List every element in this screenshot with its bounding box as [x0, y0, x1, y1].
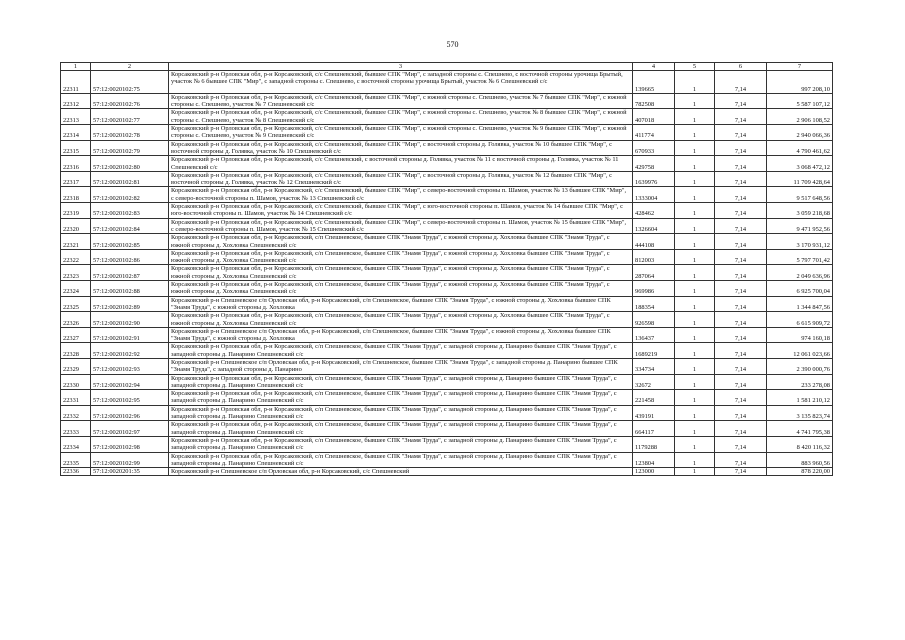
row-number-cell: 22327: [61, 327, 91, 343]
area-cell: 407018: [633, 109, 675, 125]
cadastral-number-cell: 57:12:0020102:76: [91, 93, 169, 109]
table-row: [61, 93, 833, 109]
area-cell: 444108: [633, 234, 675, 250]
area-cell: 287064: [633, 265, 675, 281]
table-row: [61, 171, 833, 187]
column-6-cell: 7,14: [715, 203, 767, 219]
row-number-cell: 22320: [61, 218, 91, 234]
area-cell: 439191: [633, 405, 675, 421]
area-cell: 782508: [633, 93, 675, 109]
col-header-4: 4: [633, 63, 675, 71]
area-cell: 334734: [633, 358, 675, 374]
area-cell: 123804: [633, 452, 675, 468]
table-row: [61, 296, 833, 312]
cadastral-number-cell: 57:12:0020102:94: [91, 374, 169, 390]
column-5-cell: 1: [675, 327, 715, 343]
header-row: [61, 63, 833, 71]
area-cell: 32672: [633, 374, 675, 390]
column-6-cell: 7,14: [715, 281, 767, 297]
col-header-1: 1: [61, 63, 91, 71]
column-6-cell: 7,14: [715, 187, 767, 203]
table-row: [61, 234, 833, 250]
column-5-cell: 1: [675, 390, 715, 406]
column-5-cell: 1: [675, 281, 715, 297]
value-cell: 233 278,08: [767, 374, 833, 390]
cadastral-number-cell: 57:12:0020102:78: [91, 125, 169, 141]
column-6-cell: 7,14: [715, 421, 767, 437]
row-number-cell: 22332: [61, 405, 91, 421]
value-cell: 11 709 428,64: [767, 171, 833, 187]
area-cell: 1689219: [633, 343, 675, 359]
row-number-cell: 22328: [61, 343, 91, 359]
table-row: [61, 405, 833, 421]
column-5-cell: 1: [675, 171, 715, 187]
column-6-cell: 7,14: [715, 140, 767, 156]
cadastral-number-cell: 57:12:0020102:92: [91, 343, 169, 359]
cadastral-number-cell: 57:12:0020102:91: [91, 327, 169, 343]
row-number-cell: 22334: [61, 436, 91, 452]
plot-description-cell: Корсаковский р-н Спешневское с/п Орловская обл, р-н Корсаковский, с/п Спешневское, бывшее СПК "Знамя Труда", с южной стороны д. Хохловка бывшее СПК "Знамя Труда", с южной стороны д. Хохловка: [169, 327, 633, 343]
plot-description-cell: Корсаковский р-н Спешневское с/п Орловская обл, р-н Корсаковский, с/с Спешневский: [169, 468, 633, 476]
cadastral-number-cell: 57:12:0020102:84: [91, 218, 169, 234]
plot-description-cell: Корсаковский р-н Орловская обл, р-н Корсаковский, с/с Спешневский, бывшее СПК "Мир", с северо-восточной стороны п. Шамов, участок № 13 бывшее СПК "Мир", с северо-восточной стороны п. Шамов, участок № 13 Спешневский с/с: [169, 187, 633, 203]
column-5-cell: 1: [675, 265, 715, 281]
value-cell: 9 517 648,56: [767, 187, 833, 203]
col-header-7: 7: [767, 63, 833, 71]
value-cell: 2 940 066,36: [767, 125, 833, 141]
plot-description-cell: Корсаковский р-н Орловская обл, р-н Корсаковский, с/с Спешневский, бывшее СПК "Мир", с западной стороны с. Спешнево, с восточной стороны урочища Брытый, участок № 6 бывшее СПК "Мир", с западной стороны с. Спешнево, с восточной стороны урочища Брытый, участок № 6 Спешневский с/с: [169, 71, 633, 94]
column-6-cell: 7,14: [715, 452, 767, 468]
cadastral-number-cell: 57:12:0020102:75: [91, 71, 169, 94]
plot-description-cell: Корсаковский р-н Орловская обл, р-н Корсаковский, с/с Спешневский, бывшее СПК "Мир", с южной стороны с. Спешнево, участок № 8 бывшее СПК "Мир", с южной стороны с. Спешнево, участок № 8 Спешневский с/с: [169, 109, 633, 125]
plot-description-cell: Корсаковский р-н Орловская обл, р-н Корсаковский, с/п Спешневское, бывшее СПК "Знамя Труда", с западной стороны д. Панарино бывшее СПК "Знамя Труда", с западной стороны д. Панарино Спешневский с/с: [169, 421, 633, 437]
cadastral-number-cell: 57:12:0020102:89: [91, 296, 169, 312]
cadastral-number-cell: 57:12:0020102:99: [91, 452, 169, 468]
cadastral-number-cell: 57:12:0020102:82: [91, 187, 169, 203]
value-cell: 2 390 000,76: [767, 358, 833, 374]
value-cell: 1 581 210,12: [767, 390, 833, 406]
plot-description-cell: Корсаковский р-н Орловская обл, р-н Корсаковский, с/п Спешневское, бывшее СПК "Знамя Труда", с западной стороны д. Панарино бывшее СПК "Знамя Труда", с западной стороны д. Панарино Спешневский с/с: [169, 405, 633, 421]
area-cell: 969986: [633, 281, 675, 297]
value-cell: 997 208,10: [767, 71, 833, 94]
column-6-cell: 7,14: [715, 296, 767, 312]
row-number-cell: 22326: [61, 312, 91, 328]
row-number-cell: 22331: [61, 390, 91, 406]
value-cell: 6 615 909,72: [767, 312, 833, 328]
table-row: [61, 281, 833, 297]
plot-description-cell: Корсаковский р-н Орловская обл, р-н Корсаковский, с/п Спешневское, бывшее СПК "Знамя Труда", с южной стороны д. Хохловка бывшее СПК "Знамя Труда", с южной стороны д. Хохловка Спешневский с/с: [169, 281, 633, 297]
area-cell: 812003: [633, 249, 675, 265]
cadastral-number-cell: 57:12:0020102:93: [91, 358, 169, 374]
column-5-cell: 1: [675, 436, 715, 452]
table-row: [61, 125, 833, 141]
column-5-cell: 1: [675, 140, 715, 156]
table-row: [61, 156, 833, 172]
column-6-cell: 7,14: [715, 436, 767, 452]
cadastral-number-cell: 57:12:0020102:77: [91, 109, 169, 125]
value-cell: 3 059 218,68: [767, 203, 833, 219]
table-row: [61, 436, 833, 452]
value-cell: 878 220,00: [767, 468, 833, 476]
column-6-cell: 7,14: [715, 468, 767, 476]
area-cell: 1179288: [633, 436, 675, 452]
row-number-cell: 22317: [61, 171, 91, 187]
column-5-cell: 1: [675, 249, 715, 265]
column-6-cell: 7,14: [715, 93, 767, 109]
value-cell: 2 906 108,52: [767, 109, 833, 125]
plot-description-cell: Корсаковский р-н Орловская обл, р-н Корсаковский, с/с Спешневский, бывшее СПК "Мир", с северо-восточной стороны п. Шамов, участок № 15 бывшее СПК "Мир", с северо-восточной стороны п. Шамов, участок № 15 Спешневский с/с: [169, 218, 633, 234]
table-row: [61, 265, 833, 281]
table-row: [61, 327, 833, 343]
column-5-cell: 1: [675, 156, 715, 172]
table-row: [61, 421, 833, 437]
area-cell: 664117: [633, 421, 675, 437]
value-cell: 1 344 847,56: [767, 296, 833, 312]
cadastral-number-cell: 57:12:0020102:87: [91, 265, 169, 281]
row-number-cell: 22336: [61, 468, 91, 476]
area-cell: 188354: [633, 296, 675, 312]
row-number-cell: 22314: [61, 125, 91, 141]
plot-description-cell: Корсаковский р-н Орловская обл, р-н Корсаковский, с/с Спешневский, бывшее СПК "Мир", с юго-восточной стороны п. Шамов, участок № 14 бывшее СПК "Мир", с юго-восточной стороны п. Шамов, участок № 14 Спешневский с/с: [169, 203, 633, 219]
table-row: [61, 390, 833, 406]
plot-description-cell: Корсаковский р-н Орловская обл, р-н Корсаковский, с/с Спешневский, бывшее СПК "Мир", с южной стороны с. Спешнево, участок № 7 бывшее СПК "Мир", с южной стороны с. Спешнево, участок № 7 Спешневский с/с: [169, 93, 633, 109]
area-cell: 926598: [633, 312, 675, 328]
plot-description-cell: Корсаковский р-н Орловская обл, р-н Корсаковский, с/п Спешневское, бывшее СПК "Знамя Труда", с западной стороны д. Панарино бывшее СПК "Знамя Труда", с западной стороны д. Панарино Спешневский с/с: [169, 343, 633, 359]
row-number-cell: 22319: [61, 203, 91, 219]
page-number: 570: [446, 40, 459, 49]
cadastral-number-cell: 57:12:0020102:98: [91, 436, 169, 452]
area-cell: 429758: [633, 156, 675, 172]
row-number-cell: 22312: [61, 93, 91, 109]
cadastral-number-cell: 57:12:0020102:88: [91, 281, 169, 297]
column-5-cell: 1: [675, 358, 715, 374]
table-row: [61, 109, 833, 125]
cadastral-number-cell: 57:12:0020102:97: [91, 421, 169, 437]
column-5-cell: 1: [675, 125, 715, 141]
row-number-cell: 22324: [61, 281, 91, 297]
column-6-cell: 7,14: [715, 234, 767, 250]
column-5-cell: 1: [675, 468, 715, 476]
value-cell: 883 960,56: [767, 452, 833, 468]
column-5-cell: 1: [675, 312, 715, 328]
column-6-cell: 7,14: [715, 390, 767, 406]
area-cell: 428462: [633, 203, 675, 219]
cadastral-number-cell: 57:12:0020102:95: [91, 390, 169, 406]
plot-description-cell: Корсаковский р-н Спешневское с/п Орловская обл, р-н Корсаковский, с/п Спешневское, бывшее СПК "Знамя Труда", с западной стороны д. Панарино бывшее СПК "Знамя Труда", с западной стороны д. Панарино: [169, 358, 633, 374]
area-cell: 123000: [633, 468, 675, 476]
column-6-cell: 7,14: [715, 218, 767, 234]
area-cell: 221458: [633, 390, 675, 406]
cadastral-number-cell: 57:12:0020102:79: [91, 140, 169, 156]
column-6-cell: 7,14: [715, 156, 767, 172]
col-header-3: 3: [169, 63, 633, 71]
table-row: [61, 249, 833, 265]
value-cell: 12 061 023,66: [767, 343, 833, 359]
table-row: [61, 218, 833, 234]
plot-description-cell: Корсаковский р-н Спешневское с/п Орловская обл, р-н Корсаковский, с/п Спешневское, бывшее СПК "Знамя Труда", с южной стороны д. Хохловка бывшее СПК "Знамя Труда", с южной стороны д. Хохловка: [169, 296, 633, 312]
column-6-cell: 7,14: [715, 405, 767, 421]
row-number-cell: 22333: [61, 421, 91, 437]
col-header-6: 6: [715, 63, 767, 71]
table-row: [61, 358, 833, 374]
column-6-cell: 7,14: [715, 343, 767, 359]
plot-description-cell: Корсаковский р-н Орловская обл, р-н Корсаковский, с/п Спешневское, бывшее СПК "Знамя Труда", с западной стороны д. Панарино бывшее СПК "Знамя Труда", с западной стороны д. Панарино Спешневский с/с: [169, 390, 633, 406]
column-6-cell: 7,14: [715, 374, 767, 390]
area-cell: 1639976: [633, 171, 675, 187]
cadastral-number-cell: 57:12:0020201:35: [91, 468, 169, 476]
column-5-cell: 1: [675, 187, 715, 203]
value-cell: 5 587 107,12: [767, 93, 833, 109]
table-row: [61, 71, 833, 94]
column-5-cell: 1: [675, 203, 715, 219]
column-5-cell: 1: [675, 343, 715, 359]
row-number-cell: 22329: [61, 358, 91, 374]
plot-description-cell: Корсаковский р-н Орловская обл, р-н Корсаковский, с/п Спешневское, бывшее СПК "Знамя Труда", с западной стороны д. Панарино бывшее СПК "Знамя Труда", с западной стороны д. Панарино Спешневский с/с: [169, 374, 633, 390]
plot-description-cell: Корсаковский р-н Орловская обл, р-н Корсаковский, с/п Спешневское, бывшее СПК "Знамя Труда", с западной стороны д. Панарино бывшее СПК "Знамя Труда", с западной стороны д. Панарино Спешневский с/с: [169, 452, 633, 468]
table-row: [61, 343, 833, 359]
column-5-cell: 1: [675, 374, 715, 390]
column-5-cell: 1: [675, 218, 715, 234]
value-cell: 3 068 472,12: [767, 156, 833, 172]
col-header-2: 2: [91, 63, 169, 71]
column-6-cell: 7,14: [715, 109, 767, 125]
plot-description-cell: Корсаковский р-н Орловская обл, р-н Корсаковский, с/с Спешневский, бывшее СПК "Мир", с восточной стороны д. Голявка, участок № 12 бывшее СПК "Мир", с восточной стороны д. Голявка, участок № 12 Спешневский с/с: [169, 171, 633, 187]
area-cell: 139665: [633, 71, 675, 94]
column-5-cell: 1: [675, 421, 715, 437]
column-6-cell: 7,14: [715, 125, 767, 141]
column-6-cell: 7,14: [715, 249, 767, 265]
column-5-cell: 1: [675, 296, 715, 312]
row-number-cell: 22330: [61, 374, 91, 390]
table-row: [61, 452, 833, 468]
column-5-cell: 1: [675, 405, 715, 421]
row-number-cell: 22313: [61, 109, 91, 125]
value-cell: 974 160,18: [767, 327, 833, 343]
column-5-cell: 1: [675, 452, 715, 468]
row-number-cell: 22322: [61, 249, 91, 265]
row-number-cell: 22325: [61, 296, 91, 312]
value-cell: 2 049 636,96: [767, 265, 833, 281]
row-number-cell: 22311: [61, 71, 91, 94]
value-cell: 4 790 461,62: [767, 140, 833, 156]
value-cell: 9 471 952,56: [767, 218, 833, 234]
cadastral-number-cell: 57:12:0020102:80: [91, 156, 169, 172]
cadastral-number-cell: 57:12:0020102:83: [91, 203, 169, 219]
table-row: [61, 203, 833, 219]
area-cell: 670933: [633, 140, 675, 156]
column-5-cell: 1: [675, 93, 715, 109]
column-6-cell: 7,14: [715, 358, 767, 374]
column-6-cell: 7,14: [715, 312, 767, 328]
cadastral-number-cell: 57:12:0020102:86: [91, 249, 169, 265]
plot-description-cell: Корсаковский р-н Орловская обл, р-н Корсаковский, с/п Спешневское, бывшее СПК "Знамя Труда", с западной стороны д. Панарино бывшее СПК "Знамя Труда", с западной стороны д. Панарино Спешневский с/с: [169, 436, 633, 452]
row-number-cell: 22318: [61, 187, 91, 203]
row-number-cell: 22315: [61, 140, 91, 156]
value-cell: 8 420 116,32: [767, 436, 833, 452]
area-cell: 136437: [633, 327, 675, 343]
cadastral-number-cell: 57:12:0020102:81: [91, 171, 169, 187]
column-6-cell: 7,14: [715, 171, 767, 187]
cadastral-number-cell: 57:12:0020102:96: [91, 405, 169, 421]
plot-description-cell: Корсаковский р-н Орловская обл, р-н Корсаковский, с/п Спешневское, бывшее СПК "Знамя Труда", с южной стороны д. Хохловка бывшее СПК "Знамя Труда", с южной стороны д. Хохловка Спешневский с/с: [169, 234, 633, 250]
value-cell: 6 925 700,04: [767, 281, 833, 297]
column-6-cell: 7,14: [715, 327, 767, 343]
row-number-cell: 22321: [61, 234, 91, 250]
row-number-cell: 22323: [61, 265, 91, 281]
cadastral-number-cell: 57:12:0020102:90: [91, 312, 169, 328]
row-number-cell: 22335: [61, 452, 91, 468]
table-row: [61, 468, 833, 476]
table-body: [61, 71, 833, 476]
plot-description-cell: Корсаковский р-н Орловская обл, р-н Корсаковский, с/п Спешневское, бывшее СПК "Знамя Труда", с южной стороны д. Хохловка бывшее СПК "Знамя Труда", с южной стороны д. Хохловка Спешневский с/с: [169, 249, 633, 265]
value-cell: 3 135 823,74: [767, 405, 833, 421]
col-header-5: 5: [675, 63, 715, 71]
plot-description-cell: Корсаковский р-н Орловская обл, р-н Корсаковский, с/с Спешневский, бывшее СПК "Мир", с восточной стороны д. Голявка, участок № 10 бывшее СПК "Мир", с восточной стороны д. Голявка, участок № 10 Спешневский с/с: [169, 140, 633, 156]
column-5-cell: 1: [675, 234, 715, 250]
plot-description-cell: Корсаковский р-н Орловская обл, р-н Корсаковский, с/с Спешневский, с восточной стороны д. Голявка, участок № 11 с восточной стороны д. Голявка, участок № 11 Спешневский с/с: [169, 156, 633, 172]
table-row: [61, 312, 833, 328]
column-6-cell: 7,14: [715, 265, 767, 281]
table-row: [61, 187, 833, 203]
table-row: [61, 140, 833, 156]
plot-description-cell: Корсаковский р-н Орловская обл, р-н Корсаковский, с/с Спешневский, бывшее СПК "Мир", с южной стороны с. Спешнево, участок № 9 бывшее СПК "Мир", с южной стороны с. Спешнево, участок № 9 Спешневский с/с: [169, 125, 633, 141]
value-cell: 3 170 931,12: [767, 234, 833, 250]
column-6-cell: 7,14: [715, 71, 767, 94]
value-cell: 4 741 795,38: [767, 421, 833, 437]
column-5-cell: 1: [675, 71, 715, 94]
land-plots-table: [60, 62, 833, 476]
value-cell: 5 797 701,42: [767, 249, 833, 265]
area-cell: 1326604: [633, 218, 675, 234]
plot-description-cell: Корсаковский р-н Орловская обл, р-н Корсаковский, с/п Спешневское, бывшее СПК "Знамя Труда", с южной стороны д. Хохловка бывшее СПК "Знамя Труда", с южной стороны д. Хохловка Спешневский с/с: [169, 312, 633, 328]
column-5-cell: 1: [675, 109, 715, 125]
row-number-cell: 22316: [61, 156, 91, 172]
table-row: [61, 374, 833, 390]
area-cell: 1333004: [633, 187, 675, 203]
area-cell: 411774: [633, 125, 675, 141]
plot-description-cell: Корсаковский р-н Орловская обл, р-н Корсаковский, с/п Спешневское, бывшее СПК "Знамя Труда", с южной стороны д. Хохловка бывшее СПК "Знамя Труда", с южной стороны д. Хохловка Спешневский с/с: [169, 265, 633, 281]
cadastral-number-cell: 57:12:0020102:85: [91, 234, 169, 250]
